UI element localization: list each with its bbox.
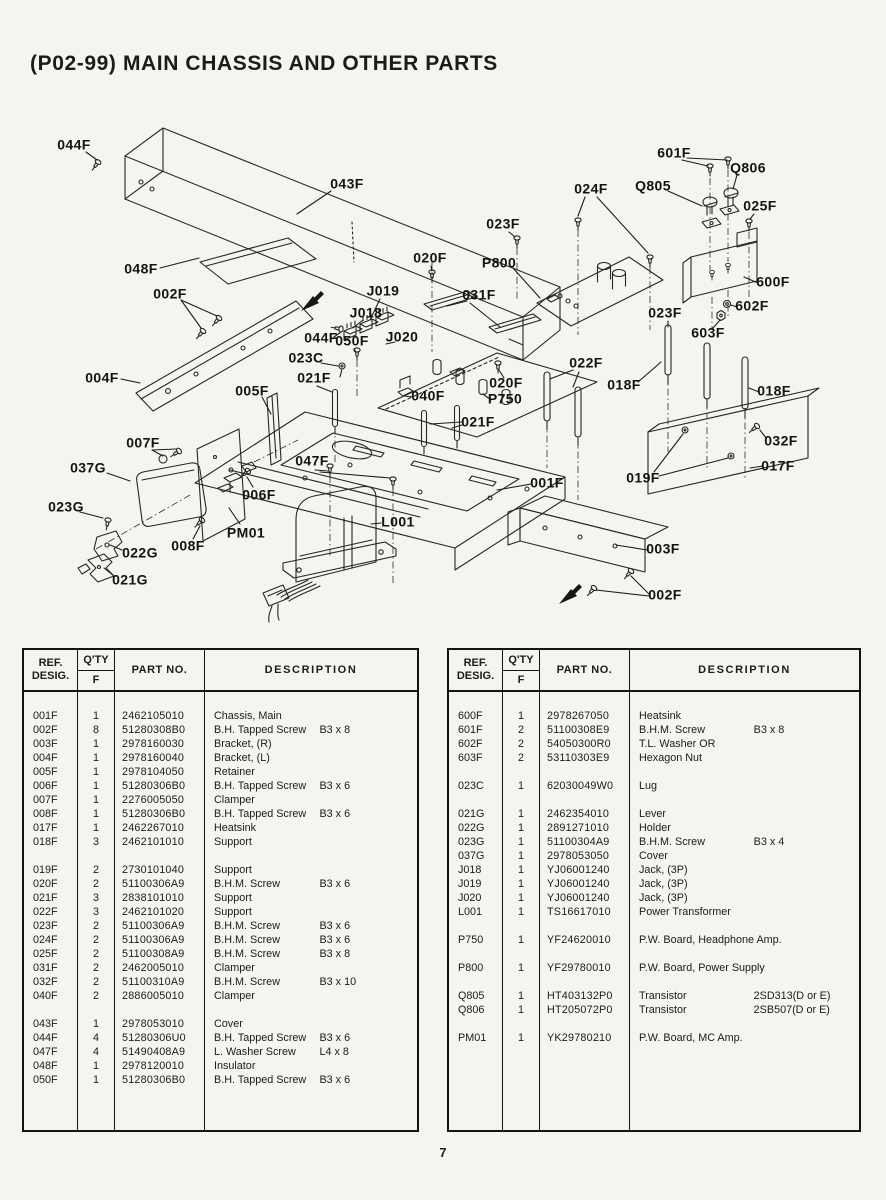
table-row: J018 1 YJ06001240 Jack, (3P): [449, 863, 859, 877]
diagram-label: 037G: [70, 459, 106, 476]
diagram-label: 044F: [57, 136, 91, 153]
table-row: 025F 2 51100308A9 B.H.M. Screw B3 x 8: [24, 947, 417, 961]
page-title: (P02-99) MAIN CHASSIS AND OTHER PARTS: [30, 52, 498, 75]
diagram-label: 023C: [288, 349, 324, 366]
diagram-label: 600F: [756, 273, 790, 290]
table-row: L001 1 TS16617010 Power Transformer: [449, 905, 859, 919]
table-row: Q806 1 HT205072P0 Transistor 2SB507(D or E): [449, 1003, 859, 1017]
diagram-label: P750: [487, 390, 523, 407]
exploded-diagram: [0, 110, 886, 640]
diagram-label: 020F: [489, 374, 523, 391]
diagram-label: 007F: [126, 434, 160, 451]
table-row: 023F 2 51100306A9 B.H.M. Screw B3 x 6: [24, 919, 417, 933]
diagram-label: 032F: [764, 432, 798, 449]
cover-037g: [137, 463, 207, 527]
diagram-label: 018F: [607, 376, 641, 393]
table-row: 048F 1 2978120010 Insulator: [24, 1059, 417, 1073]
table-spacer: [24, 849, 417, 863]
header-ref-desig: REF. DESIG.: [24, 650, 78, 690]
table-row: P750 1 YF24620010 P.W. Board, Headphone Amp.: [449, 933, 859, 947]
table-row: 602F 2 54050300R0 T.L. Washer OR: [449, 737, 859, 751]
table-spacer: [24, 1003, 417, 1017]
header-qty: Q'TY F: [503, 650, 540, 690]
transformer-l001: [263, 486, 396, 622]
diagram-label: PM01: [226, 524, 266, 541]
diagram-label: 023F: [486, 215, 520, 232]
table-row: Q805 1 HT403132P0 Transistor 2SD313(D or E): [449, 989, 859, 1003]
header-description: DESCRIPTION: [264, 664, 358, 676]
table-row: PM01 1 YK29780210 P.W. Board, MC Amp.: [449, 1031, 859, 1045]
diagram-label: J019: [366, 282, 400, 299]
table-spacer: [449, 793, 859, 807]
diagram-label: 020F: [413, 249, 447, 266]
diagram-label: L001: [381, 513, 415, 530]
diagram-label: 021F: [297, 369, 331, 386]
table-row: 017F 1 2462267010 Heatsink: [24, 821, 417, 835]
diagram-label: 018F: [757, 382, 791, 399]
diagram-label: J018: [349, 304, 383, 321]
diagram-label: 602F: [735, 297, 769, 314]
diagram-labels: [48, 137, 798, 603]
diagram-label: 006F: [242, 486, 276, 503]
table-spacer: [449, 1045, 859, 1130]
table-header: [449, 650, 859, 692]
diagram-label: 019F: [626, 469, 660, 486]
table-row: 018F 3 2462101010 Support: [24, 835, 417, 849]
diagram-label: 005F: [235, 382, 269, 399]
table-row: 047F 4 51490408A9 L. Washer Screw L4 x 8: [24, 1045, 417, 1059]
table-row: 003F 1 2978160030 Bracket, (R): [24, 737, 417, 751]
diagram-label: 022G: [122, 544, 158, 561]
page-number: 7: [439, 1146, 447, 1160]
diagram-label: 044F: [304, 329, 338, 346]
header-ref-desig: REF. DESIG.: [449, 650, 503, 690]
bracket-004f: [136, 301, 313, 411]
diagram-label: 003F: [646, 540, 680, 557]
insulator-048f: [200, 238, 316, 284]
table-row: 032F 2 51100310A9 B.H.M. Screw B3 x 10: [24, 975, 417, 989]
table-row: 031F 2 2462005010 Clamper: [24, 961, 417, 975]
table-row: 020F 2 51100306A9 B.H.M. Screw B3 x 6: [24, 877, 417, 891]
table-row: 600F 1 2978267050 Heatsink: [449, 709, 859, 723]
pcb-p800: [537, 257, 663, 326]
diagram-label: 024F: [574, 180, 608, 197]
diagram-label: P800: [481, 254, 517, 271]
diagram-label: 040F: [411, 387, 445, 404]
table-spacer: [449, 765, 859, 779]
table-body-left: [24, 692, 417, 1130]
table-row: 050F 1 51280306B0 B.H. Tapped Screw B3 x 6: [24, 1073, 417, 1087]
table-spacer: [449, 692, 859, 709]
diagram-label: J020: [385, 328, 419, 345]
diagram-label: 031F: [462, 286, 496, 303]
header-part-no: PART NO.: [115, 650, 205, 690]
table-row: 021G 1 2462354010 Lever: [449, 807, 859, 821]
table-row: 043F 1 2978053010 Cover: [24, 1017, 417, 1031]
table-row: J020 1 YJ06001240 Jack, (3P): [449, 891, 859, 905]
diagram-label: 050F: [335, 332, 369, 349]
header-part-no: PART NO.: [540, 650, 630, 690]
table-row: 019F 2 2730101040 Support: [24, 863, 417, 877]
table-row: 022F 3 2462101020 Support: [24, 905, 417, 919]
header-description: DESCRIPTION: [698, 664, 791, 676]
diagram-label: 001F: [530, 474, 564, 491]
table-spacer: [449, 1017, 859, 1031]
table-spacer: [24, 692, 417, 709]
diagram-label: 603F: [691, 324, 725, 341]
diagram-label: Q805: [635, 177, 671, 194]
lever-021g: [78, 554, 114, 582]
table-spacer: [449, 947, 859, 961]
table-row: 044F 4 51280306U0 B.H. Tapped Screw B3 x 6: [24, 1031, 417, 1045]
table-row: J019 1 YJ06001240 Jack, (3P): [449, 877, 859, 891]
table-row: 001F 1 2462105010 Chassis, Main: [24, 709, 417, 723]
table-row: 006F 1 51280306B0 B.H. Tapped Screw B3 x 6: [24, 779, 417, 793]
diagram-label: 022F: [569, 354, 603, 371]
bracket-003f: [508, 496, 668, 572]
table-spacer: [24, 1087, 417, 1130]
diagram-label: 002F: [648, 586, 682, 603]
diagram-label: 021F: [461, 413, 495, 430]
table-spacer: [449, 975, 859, 989]
header-qty: Q'TY F: [78, 650, 115, 690]
diagram-label: Q806: [730, 159, 766, 176]
diagram-label: 043F: [330, 175, 364, 192]
diagram-label: 048F: [124, 260, 158, 277]
table-row: 024F 2 51100306A9 B.H.M. Screw B3 x 6: [24, 933, 417, 947]
table-row: 002F 8 51280308B0 B.H. Tapped Screw B3 x 8: [24, 723, 417, 737]
table-row: 005F 1 2978104050 Retainer: [24, 765, 417, 779]
parts-table-right: [447, 648, 861, 1132]
diagram-label: 008F: [171, 537, 205, 554]
diagram-label: 023F: [648, 304, 682, 321]
table-row: 021F 3 2838101010 Support: [24, 891, 417, 905]
diagram-label: 025F: [743, 197, 777, 214]
table-spacer: [449, 919, 859, 933]
table-row: 004F 1 2978160040 Bracket, (L): [24, 751, 417, 765]
table-row: 037G 1 2978053050 Cover: [449, 849, 859, 863]
table-row: 023G 1 51100304A9 B.H.M. Screw B3 x 4: [449, 835, 859, 849]
table-row: 603F 2 53110303E9 Hexagon Nut: [449, 751, 859, 765]
parts-table-left: [22, 648, 419, 1132]
table-row: P800 1 YF29780010 P.W. Board, Power Supply: [449, 961, 859, 975]
diagram-label: 023G: [48, 498, 84, 515]
table-row: 008F 1 51280306B0 B.H. Tapped Screw B3 x 6: [24, 807, 417, 821]
table-row: 023C 1 62030049W0 Lug: [449, 779, 859, 793]
table-row: 601F 2 51100308E9 B.H.M. Screw B3 x 8: [449, 723, 859, 737]
diagram-label: 601F: [657, 144, 691, 161]
diagram-label: 004F: [85, 369, 119, 386]
table-row: 007F 1 2276005050 Clamper: [24, 793, 417, 807]
table-row: 040F 2 2886005010 Clamper: [24, 989, 417, 1003]
diagram-label: 017F: [761, 457, 795, 474]
diagram-label: 021G: [112, 571, 148, 588]
table-body-right: [449, 692, 859, 1130]
table-row: 022G 1 2891271010 Holder: [449, 821, 859, 835]
table-header: [24, 650, 417, 692]
diagram-label: 002F: [153, 285, 187, 302]
diagram-label: 047F: [295, 452, 329, 469]
